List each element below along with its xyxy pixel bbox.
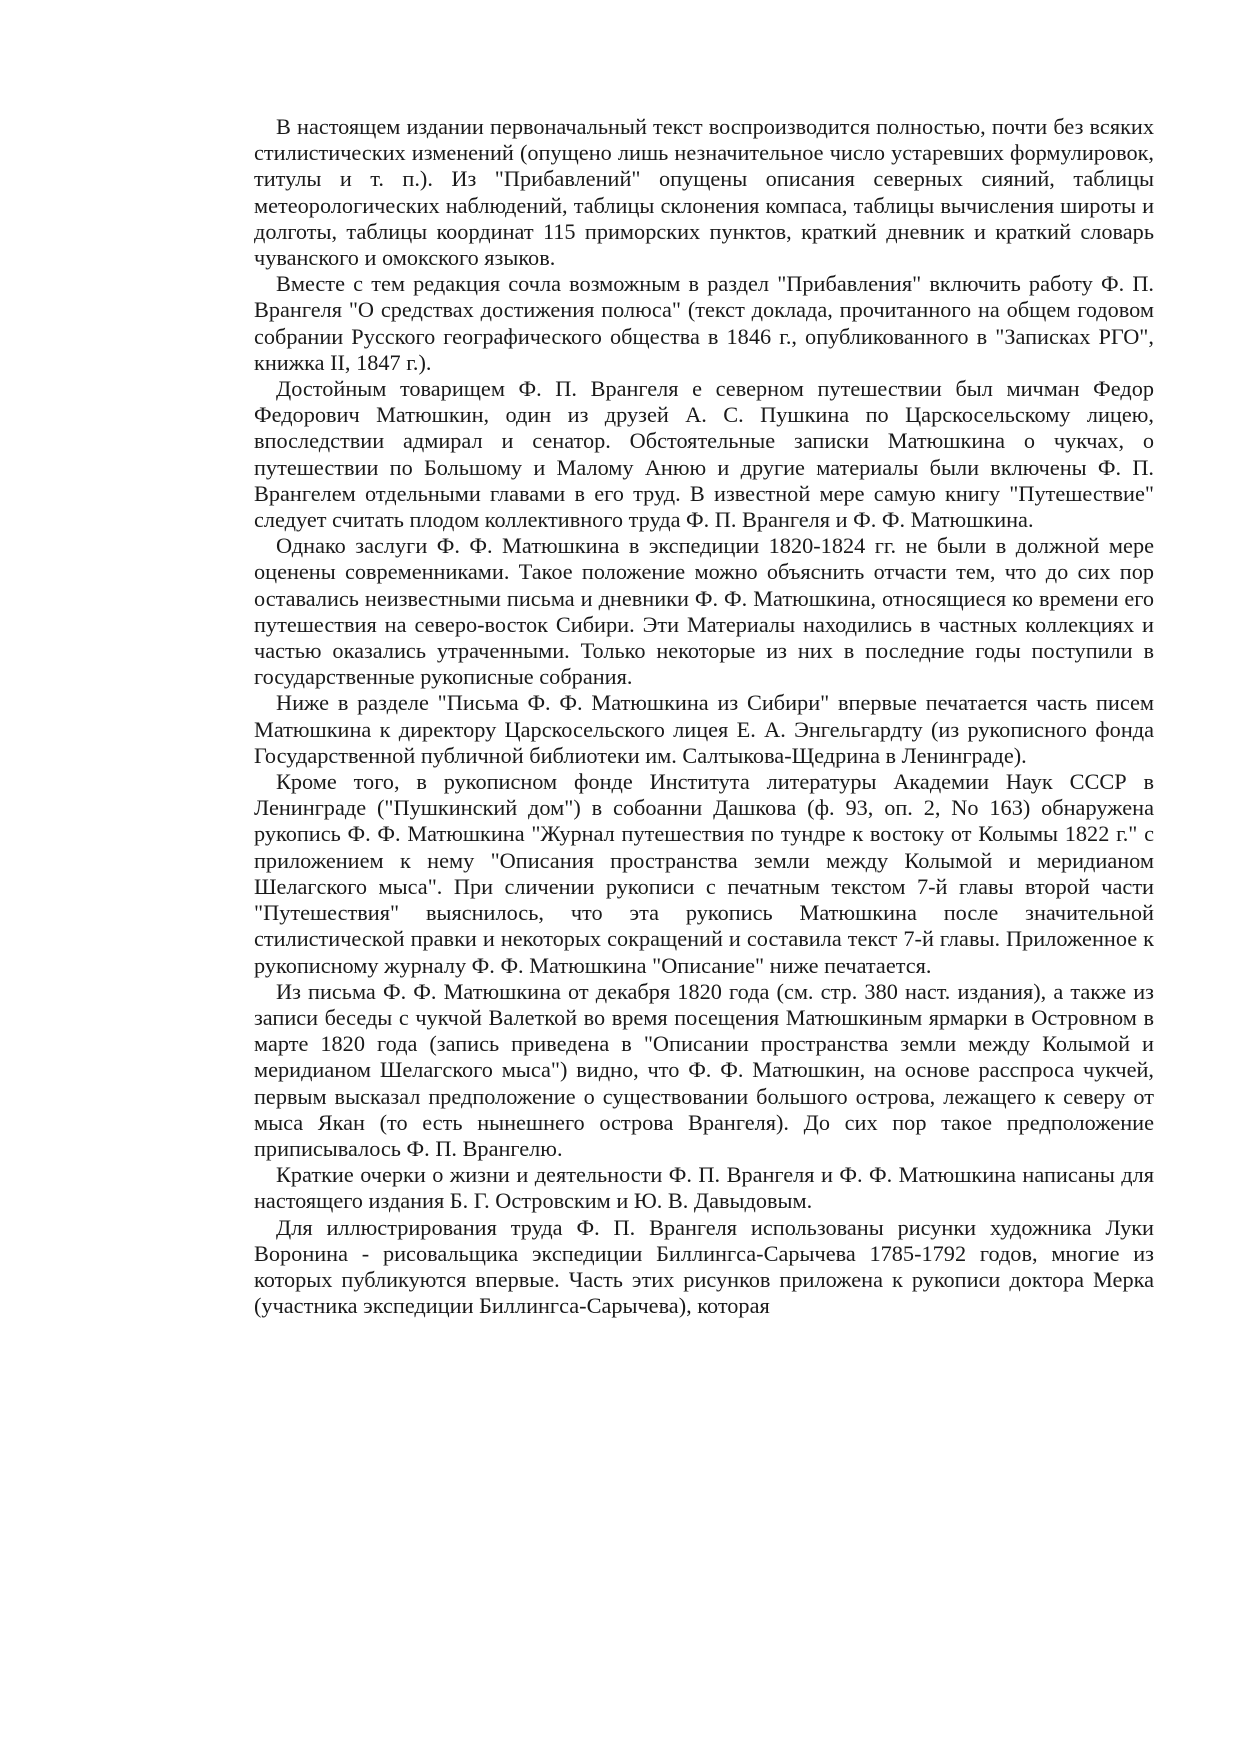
paragraph-9: Для иллюстрирования труда Ф. П. Врангеля использованы рисунки художника Луки Воронина - рисовальщика экспедиции Биллингса-Сарычева 1785-1792 годов, многие из которых публикуются впервые. Часть этих рисунков приложена к рукописи доктора Мерка (участника экспедиции Биллингса-Сарычева), которая: [254, 1214, 1154, 1319]
paragraph-3: Достойным товарищем Ф. П. Врангеля е северном путешествии был мичман Федор Федорович Матюшкин, один из друзей А. С. Пушкина по Царскосельскому лицею, впоследствии адмирал и сенатор. Обстоятельные записки Матюшкина о чукчах, о путешествии по Большому и Малому Анюю и другие материалы были включены Ф. П. Врангелем отдельными главами в его труд. В известной мере самую книгу "Путешествие" следует считать плодом коллективного труда Ф. П. Врангеля и Ф. Ф. Матюшкина.: [254, 376, 1154, 533]
paragraph-5: Ниже в разделе "Письма Ф. Ф. Матюшкина из Сибири" впервые печатается часть писем Матюшкина к директору Царскосельского лицея Е. А. Энгельгардту (из рукописного фонда Государственной публичной библиотеки им. Салтыкова-Щедрина в Ленинграде).: [254, 690, 1154, 768]
paragraph-1: В настоящем издании первоначальный текст воспроизводится полностью, почти без всяких стилистических изменений (опущено лишь незначительное число устаревших формулировок, титулы и т. п.). Из "Прибавлений" опущены описания северных сияний, таблицы метеорологических наблюдений, таблицы склонения компаса, таблицы вычисления широты и долготы, таблицы координат 115 приморских пунктов, краткий дневник и краткий словарь чуванского и омокского языков.: [254, 114, 1154, 271]
paragraph-8: Краткие очерки о жизни и деятельности Ф. П. Врангеля и Ф. Ф. Матюшкина написаны для настоящего издания Б. Г. Островским и Ю. В. Давыдовым.: [254, 1162, 1154, 1214]
text-column: [254, 114, 1154, 1319]
paragraph-7: Из письма Ф. Ф. Матюшкина от декабря 1820 года (см. стр. 380 наст. издания), а также из записи беседы с чукчой Валеткой во время посещения Матюшкиным ярмарки в Островном в марте 1820 года (запись приведена в "Описании пространства земли между Колымой и меридианом Шелагского мыса") видно, что Ф. Ф. Матюшкин, на основе расспроса чукчей, первым высказал предположение о существовании большого острова, лежащего к северу от мыса Якан (то есть нынешнего острова Врангеля). До сих пор такое предположение приписывалось Ф. П. Врангелю.: [254, 978, 1154, 1161]
paragraph-6: Кроме того, в рукописном фонде Института литературы Академии Наук СССР в Ленинграде ("Пушкинский дом") в собоанни Дашкова (ф. 93, оп. 2, No 163) обнаружена рукопись Ф. Ф. Матюшкина "Журнал путешествия по тундре к востоку от Колымы 1822 г." с приложением к нему "Описания пространства земли между Колымой и меридианом Шелагского мыса". При сличении рукописи с печатным текстом 7-й главы второй части "Путешествия" выяснилось, что эта рукопись Матюшкина после значительной стилистической правки и некоторых сокращений и составила текст 7-й главы. Приложенное к рукописному журналу Ф. Ф. Матюшкина "Описание" ниже печатается.: [254, 769, 1154, 978]
paragraph-2: Вместе с тем редакция сочла возможным в раздел "Прибавления" включить работу Ф. П. Врангеля "О средствах достижения полюса" (текст доклада, прочитанного на общем годовом собрании Русского географического общества в 1846 г., опубликованного в "Записках РГО", книжка II, 1847 г.).: [254, 271, 1154, 375]
paragraph-4: Однако заслуги Ф. Ф. Матюшкина в экспедиции 1820-1824 гг. не были в должной мере оценены современниками. Такое положение можно объяснить отчасти тем, что до сих пор оставались неизвестными письма и дневники Ф. Ф. Матюшкина, относящиеся ко времени его путешествия на северо-восток Сибири. Эти Материалы находились в частных коллекциях и частью оказались утраченными. Только некоторые из них в последние годы поступили в государственные рукописные собрания.: [254, 533, 1154, 690]
